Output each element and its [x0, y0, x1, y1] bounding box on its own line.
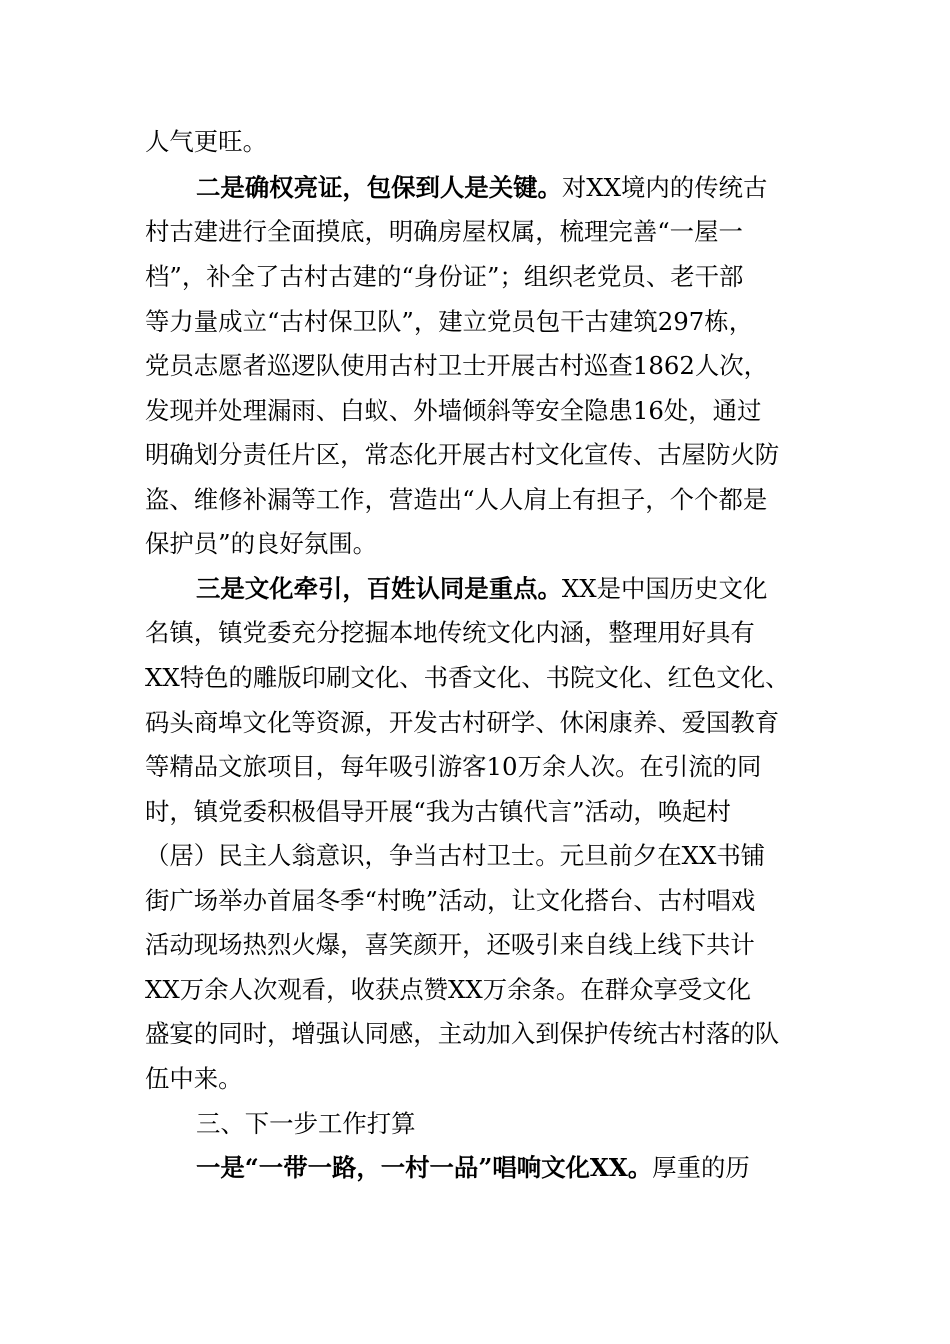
text-line: 明确划分责任片区，常态化开展古村文化宣传、古屋防火防 — [145, 440, 780, 469]
text-line: 等力量成立“古村保卫队”，建立党员包干古建筑297栋， — [145, 307, 754, 336]
text-line: 盗、维修补漏等工作，营造出“人人肩上有担子，个个都是 — [145, 485, 768, 514]
paragraph-lead: 一是“一带一路，一村一品”唱响文化XX。 — [196, 1153, 653, 1182]
text-line: 保护员”的良好氛围。 — [145, 529, 377, 558]
text-line: 码头商埠文化等资源，开发古村研学、休闲康养、爱国教育 — [145, 708, 780, 737]
paragraph-first-line: 三是文化牵引，百姓认同是重点。XX是中国历史文化 — [196, 574, 768, 603]
text-line: 人气更旺。 — [145, 127, 267, 156]
text-line: （居）民主人翁意识，争当古村卫士。元旦前夕在XX书铺 — [145, 841, 766, 870]
text-line: 活动现场热烈火爆，喜笑颜开，还吸引来自线上线下共计 — [145, 930, 755, 959]
paragraph-first-line: 一是“一带一路，一村一品”唱响文化XX。厚重的历 — [196, 1153, 750, 1182]
text-line: XX特色的雕版印刷文化、书香文化、书院文化、红色文化、 — [145, 663, 790, 692]
text-line: 村古建进行全面摸底，明确房屋权属，梳理完善“一屋一 — [145, 217, 743, 246]
text-line: 发现并处理漏雨、白蚁、外墙倾斜等安全隐患16处，通过 — [145, 396, 762, 425]
text-line: 街广场举办首届冬季“村晚”活动，让文化搭台、古村唱戏 — [145, 886, 756, 915]
paragraph-lead: 三是文化牵引，百姓认同是重点。 — [196, 574, 562, 603]
section-heading: 三、下一步工作打算 — [196, 1109, 416, 1138]
text-line: XX万余人次观看，收获点赞XX万余条。在群众享受文化 — [145, 975, 752, 1004]
text-line: 党员志愿者巡逻队使用古村卫士开展古村巡查1862人次， — [145, 351, 769, 380]
text-line: 盛宴的同时，增强认同感，主动加入到保护传统古村落的队 — [145, 1019, 780, 1048]
text-line: 档”，补全了古村古建的“身份证”；组织老党员、老干部 — [145, 262, 744, 291]
paragraph-lead: 二是确权亮证，包保到人是关键。 — [196, 173, 562, 202]
paragraph-first-line: 二是确权亮证，包保到人是关键。对XX境内的传统古 — [196, 173, 768, 202]
text-line: 等精品文旅项目，每年吸引游客10万余人次。在引流的同 — [145, 752, 762, 781]
text-line: 时，镇党委积极倡导开展“我为古镇代言”活动，唤起村 — [145, 797, 731, 826]
text-line: 名镇，镇党委充分挖掘本地传统文化内涵，整理用好具有 — [145, 618, 755, 647]
text-line: 伍中来。 — [145, 1064, 243, 1093]
